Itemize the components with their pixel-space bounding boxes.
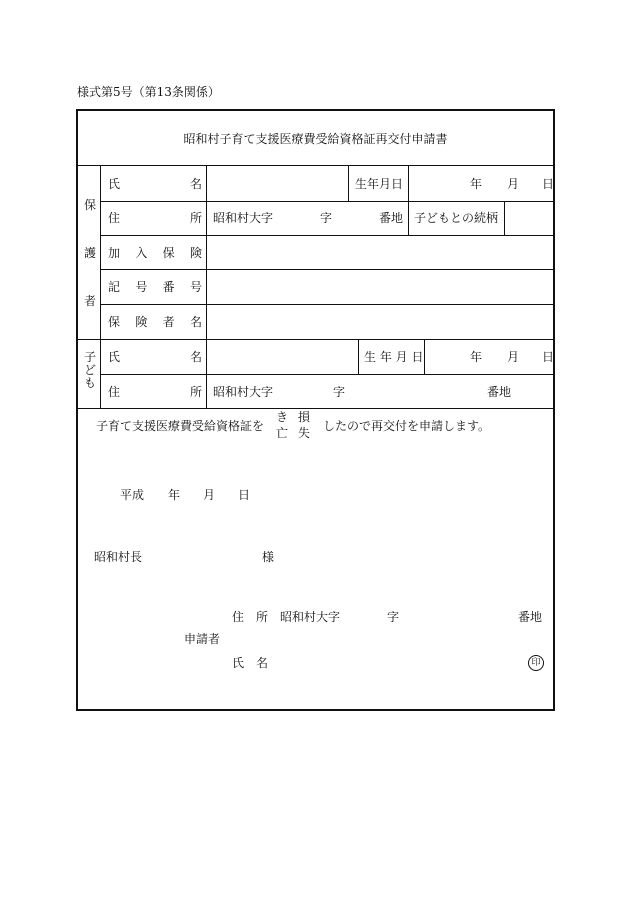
child-birthdate-label: 生 年 月 日 (364, 350, 424, 364)
guardian-address-aza: 字 (320, 211, 333, 225)
date-day-unit: 日 (238, 488, 251, 502)
child-name-label: 氏 名 (108, 350, 202, 364)
addressee-name: 昭和村長 (94, 550, 143, 564)
applicant-label: 申請者 (184, 632, 221, 646)
application-form (76, 109, 555, 711)
child-section-label-2: ど (84, 363, 97, 377)
child-address-prefix: 昭和村大字 (213, 385, 274, 399)
applicant-address-aza: 字 (387, 610, 400, 624)
guardian-address-label: 住 所 (108, 211, 202, 225)
guardian-birth-year-unit: 年 (470, 177, 483, 191)
date-month-unit: 月 (203, 488, 216, 502)
date-era: 平成 (120, 488, 145, 502)
child-birth-year-unit: 年 (470, 350, 483, 364)
statement-option-a-bottom: 亡 (276, 426, 289, 440)
statement-suffix: したので再交付を申請します。 (323, 419, 491, 433)
guardian-section-label-1: 保 (84, 198, 97, 212)
guardian-symbol-number-label: 記 号 番 号 (108, 280, 202, 294)
applicant-address-label: 住 所 (232, 610, 269, 624)
date-year-unit: 年 (168, 488, 181, 502)
guardian-address-banchi: 番地 (379, 211, 404, 225)
applicant-name-label: 氏 名 (232, 656, 269, 670)
applicant-address-banchi: 番地 (518, 610, 543, 624)
guardian-relation-label: 子どもとの続柄 (414, 211, 499, 225)
statement-option-b-bottom: 失 (298, 426, 311, 440)
statement-prefix: 子育て支援医療費受給資格証を (96, 419, 265, 433)
guardian-address-prefix: 昭和村大字 (213, 211, 274, 225)
addressee-honorific: 様 (262, 550, 275, 564)
child-section-label-1: 子 (84, 350, 97, 364)
statement-option-a-top: き (276, 410, 289, 424)
guardian-insurer-label: 保 険 者 名 (108, 315, 202, 329)
seal-mark: 印 (528, 655, 544, 671)
form-title: 昭和村子育て支援医療費受給資格証再交付申請書 (183, 132, 448, 146)
form-number: 様式第5号（第13条関係） (77, 85, 220, 99)
statement-option-b-top: 損 (298, 410, 311, 424)
child-birth-day-unit: 日 (542, 350, 555, 364)
child-section-label-3: も (84, 376, 97, 390)
child-address-label: 住 所 (108, 385, 202, 399)
guardian-birthdate-label: 生年月日 (355, 177, 404, 191)
guardian-section-label-2: 護 (84, 246, 97, 260)
child-address-banchi: 番地 (487, 385, 512, 399)
guardian-name-label: 氏 名 (108, 177, 202, 191)
guardian-birth-day-unit: 日 (542, 177, 555, 191)
applicant-address-prefix: 昭和村大字 (280, 610, 341, 624)
guardian-section-label-3: 者 (84, 294, 97, 308)
child-birth-month-unit: 月 (507, 350, 520, 364)
guardian-insurance-label: 加 入 保 険 (108, 246, 202, 260)
guardian-birth-month-unit: 月 (507, 177, 520, 191)
child-address-aza: 字 (333, 385, 346, 399)
